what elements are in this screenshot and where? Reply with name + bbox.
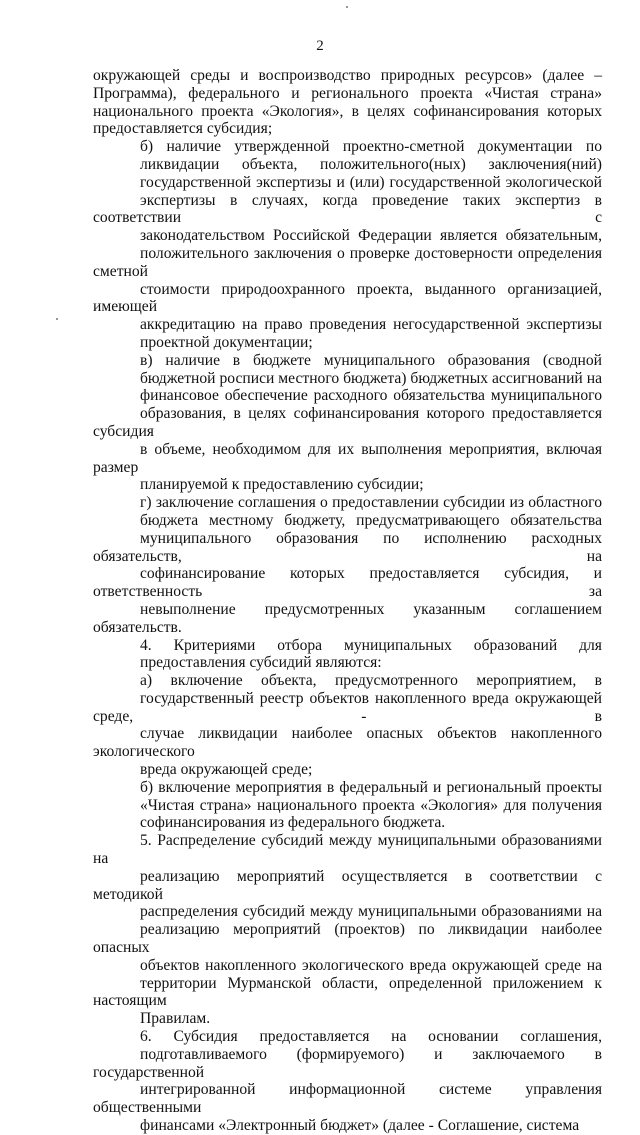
text-line: в) наличие в бюджете муниципального образования (сводной [140, 351, 602, 369]
text-line: реализацию мероприятий (проектов) по ликвидации наиболее опасных [93, 921, 602, 957]
text-line: предоставляется субсидия; [93, 120, 273, 138]
text-line: вреда окружающей среде; [140, 761, 313, 779]
text-line: аккредитацию на право проведения негосударственной экспертизы [140, 316, 602, 334]
text-line: бюджетной росписи местного бюджета) бюджетных ассигнований на [140, 369, 602, 387]
text-line: случае ликвидации наиболее опасных объектов накопленного экологического [93, 725, 602, 761]
text-line: финансами «Электронный бюджет» (далее - Соглашение, система [140, 1117, 580, 1135]
text-line: а) включение объекта, предусмотренного мероприятием, в [140, 672, 602, 690]
text-line: объектов накопленного экологического вреда окружающей среде на [140, 956, 602, 974]
paragraph [93, 832, 602, 1028]
text-line: планируемой к предоставлению субсидии; [140, 476, 424, 494]
text-line: Правилам. [140, 1010, 211, 1028]
text-line: положительного заключения о проверке достоверности определения сметной [93, 244, 602, 280]
text-line: окружающей среды и воспроизводство природных ресурсов» (далее – [93, 67, 602, 84]
text-line: софинансирование которых предоставляется субсидия, и ответственность за [93, 565, 602, 601]
text-line: реализацию мероприятий осуществляется в соответствии с методикой [93, 867, 602, 903]
scan-speck [346, 6, 348, 8]
text-line: предоставления субсидий являются: [140, 654, 382, 672]
paragraph [93, 494, 602, 636]
text-line: подготавливаемого (формируемого) и заключаемого в государственной [93, 1045, 602, 1081]
text-line: экспертизы в случаях, когда проведение таких экспертиз в соответствии с [93, 191, 602, 227]
paragraph [93, 779, 602, 832]
text-line: бюджета местному бюджету, предусматривающего обязательства [140, 511, 602, 529]
text-line: финансовое обеспечение расходного обязательства муниципального [140, 387, 602, 405]
text-line: территории Мурманской области, определенной приложением к настоящим [93, 974, 602, 1010]
text-line: распределения субсидий между муниципальными образованиями на [140, 903, 602, 921]
text-line: национального проекта «Экология», в целях софинансирования которых [93, 102, 602, 120]
text-line: невыполнение предусмотренных указанным соглашением обязательств. [93, 600, 602, 636]
text-line: в объеме, необходимом для их выполнения мероприятия, включая размер [93, 440, 602, 476]
text-line: проектной документации; [140, 333, 313, 351]
text-line: образования, в целях софинансирования которого предоставляется субсидия [93, 405, 602, 440]
text-line: 5. Распределение субсидий между муниципальными образованиями на [93, 832, 602, 868]
document-body [93, 67, 602, 1135]
text-line: законодательством Российской Федерации является обязательным, [140, 227, 602, 245]
paragraph [93, 67, 602, 138]
text-line: 4. Критериями отбора муниципальных образований для [140, 636, 602, 654]
text-line: Программа), федерального и регионального проекта «Чистая страна» [93, 84, 602, 102]
text-line: муниципального образования по исполнению расходных обязательств, на [93, 529, 602, 565]
paragraph [93, 138, 602, 352]
text-line: интегрированной информационной системе управления общественными [93, 1081, 602, 1117]
paragraph [93, 352, 602, 494]
text-line: стоимости природоохранного проекта, выданного организацией, имеющей [93, 280, 602, 316]
text-line: г) заключение соглашения о предоставлении субсидии из областного [140, 494, 602, 512]
scan-speck [56, 318, 58, 320]
paragraph [93, 637, 602, 673]
text-line: государственный реестр объектов накопленного вреда окружающей среде, - в [93, 689, 602, 725]
text-line: 6. Субсидия предоставляется на основании соглашения, [140, 1028, 602, 1046]
text-line: ликвидации объекта, положительного(ных) заключения(ний) [140, 155, 602, 173]
text-line: государственной экспертизы и (или) государственной экологической [140, 173, 602, 191]
text-line: «Чистая страна» национального проекта «Экология» для получения [140, 796, 602, 814]
text-line: б) включение мероприятия в федеральный и региональный проекты [140, 778, 602, 796]
text-line: софинансирования из федерального бюджета. [140, 814, 446, 832]
paragraph [93, 1028, 602, 1135]
page-number: 2 [316, 38, 324, 54]
paragraph [93, 672, 602, 779]
text-line: б) наличие утвержденной проектно-сметной документации по [140, 138, 602, 156]
